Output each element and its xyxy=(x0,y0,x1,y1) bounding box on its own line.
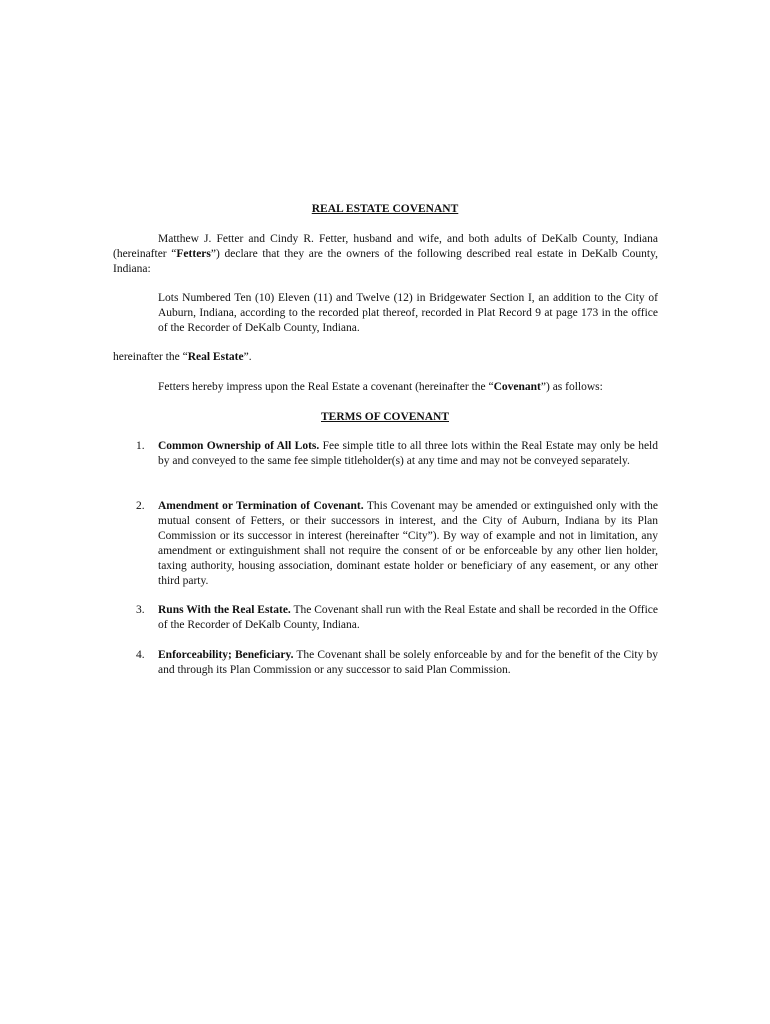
impress-defined-term-covenant: Covenant xyxy=(493,381,541,393)
impress-text-2: ”) as follows: xyxy=(540,381,603,393)
term-body: The Covenant shall be solely enforceable by and for the benefit of the City by and through its Plan Commission or any successor to said Plan Commission. xyxy=(158,649,658,676)
hereinafter-paragraph xyxy=(113,350,658,365)
terms-title: TERMS OF COVENANT xyxy=(321,411,449,423)
hereinafter-text-2: ”. xyxy=(243,351,252,363)
impress-paragraph xyxy=(113,380,658,395)
term-heading: Runs With the Real Estate. xyxy=(158,604,291,616)
hereinafter-text-1: hereinafter the “ xyxy=(113,351,188,363)
hereinafter-defined-term-real-estate: Real Estate xyxy=(187,351,244,363)
term-heading: Amendment or Termination of Covenant. xyxy=(158,500,364,512)
term-text xyxy=(158,499,658,589)
term-text xyxy=(158,603,658,633)
term-text xyxy=(158,648,658,678)
term-heading: Common Ownership of All Lots. xyxy=(158,440,320,452)
document-title: REAL ESTATE COVENANT xyxy=(311,203,459,215)
intro-paragraph xyxy=(113,232,658,277)
term-body: This Covenant may be amended or extinguished only with the mutual consent of Fetters, or their successors in interest, and the City of Auburn, Indiana by its Plan Commission or its successor in interest (hereinafter “City”). By way of example and not in limitation, any amendment or extinguishment shall not require the consent of or be enforceable by any other lien holder, taxing authority, housing association, dominant estate holder or beneficiary of any easement, or any other third party. xyxy=(158,500,658,587)
intro-text-1: Matthew J. Fetter and Cindy R. Fetter, husband and wife, and both adults of DeKalb County, Indiana (hereinafter “ xyxy=(113,233,658,260)
term-number: 1. xyxy=(136,440,145,452)
term-number: 4. xyxy=(136,649,145,661)
term-heading: Enforceability; Beneficiary. xyxy=(158,649,294,661)
term-number: 2. xyxy=(136,500,145,512)
intro-text-2: ”) declare that they are the owners of the following described real estate in DeKalb County, Indiana: xyxy=(113,248,658,275)
term-body: The Covenant shall run with the Real Estate and shall be recorded in the Office of the Recorder of DeKalb County, Indiana. xyxy=(158,604,658,631)
legal-description-paragraph: Lots Numbered Ten (10) Eleven (11) and Twelve (12) in Bridgewater Section I, an addition to the City of Auburn, Indiana, according to the recorded plat thereof, recorded in Plat Record 9 at page 173 in the office of the Recorder of DeKalb County, Indiana. xyxy=(158,292,658,334)
term-number: 3. xyxy=(136,604,145,616)
term-text xyxy=(158,439,658,469)
term-body: Fee simple title to all three lots within the Real Estate may only be held by and conveyed to the same fee simple titleholder(s) at any time and may not be conveyed separately. xyxy=(158,440,659,467)
intro-defined-term-fetters: Fetters xyxy=(176,248,211,260)
impress-text-1: Fetters hereby impress upon the Real Estate a covenant (hereinafter the “ xyxy=(158,381,494,393)
